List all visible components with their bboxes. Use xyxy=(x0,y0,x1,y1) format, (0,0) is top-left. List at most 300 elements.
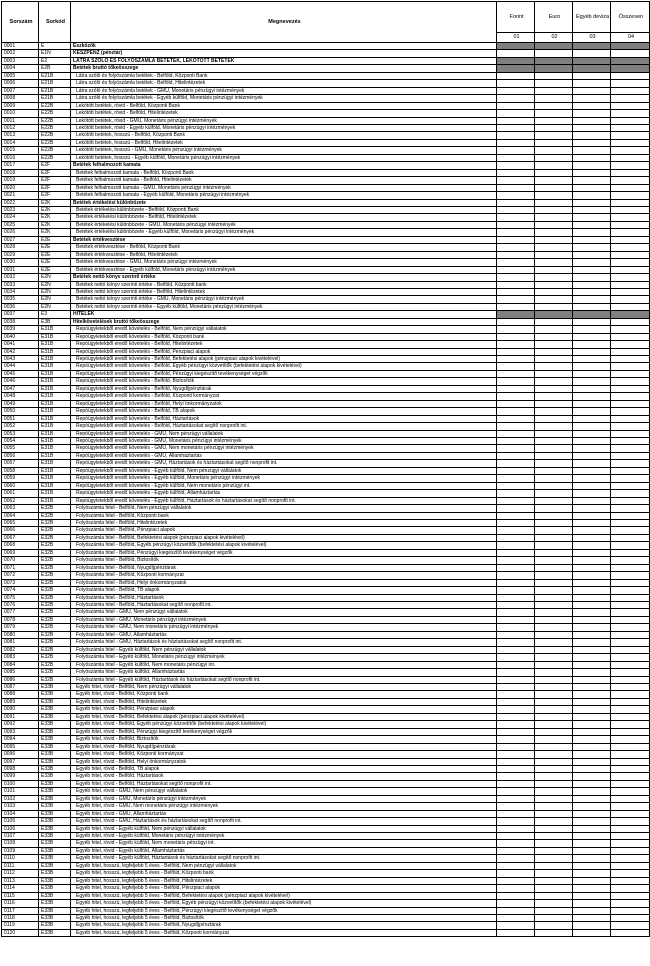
value-cell[interactable] xyxy=(497,214,535,221)
value-cell[interactable] xyxy=(497,758,535,765)
value-cell[interactable] xyxy=(535,683,573,690)
value-cell[interactable] xyxy=(573,773,611,780)
value-cell[interactable] xyxy=(535,80,573,87)
value-cell[interactable] xyxy=(611,169,650,176)
value-cell[interactable] xyxy=(497,721,535,728)
value-cell[interactable] xyxy=(497,579,535,586)
value-cell[interactable] xyxy=(535,758,573,765)
value-cell[interactable] xyxy=(573,885,611,892)
value-cell[interactable] xyxy=(611,318,650,325)
value-cell[interactable] xyxy=(497,557,535,564)
value-cell[interactable] xyxy=(611,497,650,504)
value-cell[interactable] xyxy=(611,80,650,87)
value-cell[interactable] xyxy=(535,408,573,415)
value-cell[interactable] xyxy=(497,482,535,489)
value-cell[interactable] xyxy=(497,877,535,884)
value-cell[interactable] xyxy=(535,616,573,623)
value-cell[interactable] xyxy=(535,870,573,877)
value-cell[interactable] xyxy=(611,922,650,929)
value-cell[interactable] xyxy=(497,669,535,676)
value-cell[interactable] xyxy=(573,296,611,303)
value-cell[interactable] xyxy=(497,341,535,348)
value-cell[interactable] xyxy=(611,646,650,653)
value-cell[interactable] xyxy=(611,631,650,638)
value-cell[interactable] xyxy=(497,154,535,161)
value-cell[interactable] xyxy=(497,72,535,79)
value-cell[interactable] xyxy=(497,765,535,772)
value-cell[interactable] xyxy=(611,870,650,877)
value-cell[interactable] xyxy=(611,594,650,601)
value-cell[interactable] xyxy=(611,251,650,258)
value-cell[interactable] xyxy=(573,654,611,661)
value-cell[interactable] xyxy=(611,818,650,825)
value-cell[interactable] xyxy=(611,512,650,519)
value-cell[interactable] xyxy=(535,303,573,310)
value-cell[interactable] xyxy=(611,534,650,541)
value-cell[interactable] xyxy=(497,124,535,131)
value-cell[interactable] xyxy=(611,929,650,936)
value-cell[interactable] xyxy=(535,296,573,303)
value-cell[interactable] xyxy=(535,900,573,907)
value-cell[interactable] xyxy=(535,646,573,653)
value-cell[interactable] xyxy=(497,117,535,124)
value-cell[interactable] xyxy=(611,281,650,288)
value-cell[interactable] xyxy=(573,922,611,929)
value-cell[interactable] xyxy=(497,527,535,534)
value-cell[interactable] xyxy=(535,654,573,661)
value-cell[interactable] xyxy=(611,803,650,810)
value-cell[interactable] xyxy=(497,445,535,452)
value-cell[interactable] xyxy=(497,810,535,817)
value-cell[interactable] xyxy=(497,259,535,266)
value-cell[interactable] xyxy=(573,303,611,310)
value-cell[interactable] xyxy=(535,87,573,94)
value-cell[interactable] xyxy=(611,713,650,720)
value-cell[interactable] xyxy=(535,818,573,825)
value-cell[interactable] xyxy=(535,102,573,109)
value-cell[interactable] xyxy=(535,915,573,922)
value-cell[interactable] xyxy=(611,87,650,94)
value-cell[interactable] xyxy=(611,683,650,690)
value-cell[interactable] xyxy=(535,430,573,437)
value-cell[interactable] xyxy=(535,736,573,743)
value-cell[interactable] xyxy=(611,773,650,780)
value-cell[interactable] xyxy=(611,855,650,862)
value-cell[interactable] xyxy=(535,713,573,720)
value-cell[interactable] xyxy=(535,192,573,199)
value-cell[interactable] xyxy=(573,698,611,705)
value-cell[interactable] xyxy=(573,72,611,79)
value-cell[interactable] xyxy=(497,892,535,899)
value-cell[interactable] xyxy=(535,676,573,683)
value-cell[interactable] xyxy=(573,341,611,348)
value-cell[interactable] xyxy=(535,855,573,862)
value-cell[interactable] xyxy=(573,244,611,251)
value-cell[interactable] xyxy=(535,482,573,489)
value-cell[interactable] xyxy=(573,393,611,400)
value-cell[interactable] xyxy=(611,423,650,430)
value-cell[interactable] xyxy=(611,192,650,199)
value-cell[interactable] xyxy=(497,229,535,236)
value-cell[interactable] xyxy=(573,520,611,527)
value-cell[interactable] xyxy=(497,132,535,139)
value-cell[interactable] xyxy=(611,885,650,892)
value-cell[interactable] xyxy=(611,601,650,608)
value-cell[interactable] xyxy=(611,132,650,139)
value-cell[interactable] xyxy=(535,117,573,124)
value-cell[interactable] xyxy=(611,236,650,243)
value-cell[interactable] xyxy=(497,333,535,340)
value-cell[interactable] xyxy=(497,490,535,497)
value-cell[interactable] xyxy=(611,274,650,281)
value-cell[interactable] xyxy=(573,631,611,638)
value-cell[interactable] xyxy=(535,833,573,840)
value-cell[interactable] xyxy=(497,326,535,333)
value-cell[interactable] xyxy=(573,810,611,817)
value-cell[interactable] xyxy=(535,378,573,385)
value-cell[interactable] xyxy=(535,281,573,288)
value-cell[interactable] xyxy=(535,698,573,705)
value-cell[interactable] xyxy=(497,318,535,325)
value-cell[interactable] xyxy=(535,162,573,169)
value-cell[interactable] xyxy=(535,639,573,646)
value-cell[interactable] xyxy=(611,698,650,705)
value-cell[interactable] xyxy=(573,639,611,646)
value-cell[interactable] xyxy=(573,356,611,363)
value-cell[interactable] xyxy=(573,497,611,504)
value-cell[interactable] xyxy=(611,572,650,579)
value-cell[interactable] xyxy=(611,288,650,295)
value-cell[interactable] xyxy=(497,698,535,705)
value-cell[interactable] xyxy=(497,795,535,802)
value-cell[interactable] xyxy=(497,95,535,102)
value-cell[interactable] xyxy=(611,758,650,765)
value-cell[interactable] xyxy=(573,251,611,258)
value-cell[interactable] xyxy=(573,721,611,728)
value-cell[interactable] xyxy=(611,661,650,668)
value-cell[interactable] xyxy=(611,333,650,340)
value-cell[interactable] xyxy=(573,117,611,124)
value-cell[interactable] xyxy=(611,214,650,221)
value-cell[interactable] xyxy=(535,318,573,325)
value-cell[interactable] xyxy=(497,192,535,199)
value-cell[interactable] xyxy=(535,184,573,191)
value-cell[interactable] xyxy=(611,348,650,355)
value-cell[interactable] xyxy=(535,147,573,154)
value-cell[interactable] xyxy=(497,251,535,258)
value-cell[interactable] xyxy=(535,780,573,787)
value-cell[interactable] xyxy=(535,505,573,512)
value-cell[interactable] xyxy=(497,624,535,631)
value-cell[interactable] xyxy=(611,438,650,445)
value-cell[interactable] xyxy=(573,624,611,631)
value-cell[interactable] xyxy=(497,303,535,310)
value-cell[interactable] xyxy=(497,147,535,154)
value-cell[interactable] xyxy=(497,288,535,295)
value-cell[interactable] xyxy=(497,907,535,914)
value-cell[interactable] xyxy=(535,609,573,616)
value-cell[interactable] xyxy=(497,713,535,720)
value-cell[interactable] xyxy=(535,892,573,899)
value-cell[interactable] xyxy=(573,206,611,213)
value-cell[interactable] xyxy=(573,549,611,556)
value-cell[interactable] xyxy=(611,542,650,549)
value-cell[interactable] xyxy=(611,430,650,437)
value-cell[interactable] xyxy=(573,124,611,131)
value-cell[interactable] xyxy=(535,885,573,892)
value-cell[interactable] xyxy=(573,490,611,497)
value-cell[interactable] xyxy=(497,370,535,377)
value-cell[interactable] xyxy=(573,169,611,176)
value-cell[interactable] xyxy=(497,572,535,579)
value-cell[interactable] xyxy=(573,199,611,206)
value-cell[interactable] xyxy=(573,415,611,422)
value-cell[interactable] xyxy=(611,505,650,512)
value-cell[interactable] xyxy=(573,266,611,273)
value-cell[interactable] xyxy=(573,378,611,385)
value-cell[interactable] xyxy=(611,743,650,750)
value-cell[interactable] xyxy=(497,900,535,907)
value-cell[interactable] xyxy=(497,601,535,608)
value-cell[interactable] xyxy=(573,862,611,869)
value-cell[interactable] xyxy=(497,847,535,854)
value-cell[interactable] xyxy=(535,199,573,206)
value-cell[interactable] xyxy=(497,534,535,541)
value-cell[interactable] xyxy=(573,609,611,616)
value-cell[interactable] xyxy=(573,676,611,683)
value-cell[interactable] xyxy=(573,460,611,467)
value-cell[interactable] xyxy=(535,110,573,117)
value-cell[interactable] xyxy=(497,467,535,474)
value-cell[interactable] xyxy=(535,370,573,377)
value-cell[interactable] xyxy=(497,244,535,251)
value-cell[interactable] xyxy=(573,221,611,228)
value-cell[interactable] xyxy=(535,438,573,445)
value-cell[interactable] xyxy=(497,676,535,683)
value-cell[interactable] xyxy=(573,95,611,102)
value-cell[interactable] xyxy=(611,460,650,467)
value-cell[interactable] xyxy=(611,117,650,124)
value-cell[interactable] xyxy=(497,915,535,922)
value-cell[interactable] xyxy=(497,363,535,370)
value-cell[interactable] xyxy=(535,132,573,139)
value-cell[interactable] xyxy=(535,572,573,579)
value-cell[interactable] xyxy=(573,363,611,370)
value-cell[interactable] xyxy=(573,482,611,489)
value-cell[interactable] xyxy=(535,706,573,713)
value-cell[interactable] xyxy=(573,438,611,445)
value-cell[interactable] xyxy=(573,825,611,832)
value-cell[interactable] xyxy=(611,847,650,854)
value-cell[interactable] xyxy=(611,564,650,571)
value-cell[interactable] xyxy=(497,616,535,623)
value-cell[interactable] xyxy=(535,177,573,184)
value-cell[interactable] xyxy=(535,348,573,355)
value-cell[interactable] xyxy=(535,803,573,810)
value-cell[interactable] xyxy=(573,177,611,184)
value-cell[interactable] xyxy=(497,408,535,415)
value-cell[interactable] xyxy=(573,661,611,668)
value-cell[interactable] xyxy=(535,922,573,929)
value-cell[interactable] xyxy=(611,57,650,64)
value-cell[interactable] xyxy=(611,520,650,527)
value-cell[interactable] xyxy=(573,505,611,512)
value-cell[interactable] xyxy=(573,706,611,713)
value-cell[interactable] xyxy=(611,356,650,363)
value-cell[interactable] xyxy=(497,475,535,482)
value-cell[interactable] xyxy=(535,72,573,79)
value-cell[interactable] xyxy=(497,393,535,400)
value-cell[interactable] xyxy=(497,788,535,795)
value-cell[interactable] xyxy=(573,758,611,765)
value-cell[interactable] xyxy=(573,877,611,884)
value-cell[interactable] xyxy=(497,631,535,638)
value-cell[interactable] xyxy=(535,50,573,57)
value-cell[interactable] xyxy=(611,177,650,184)
value-cell[interactable] xyxy=(497,139,535,146)
value-cell[interactable] xyxy=(573,587,611,594)
value-cell[interactable] xyxy=(573,214,611,221)
value-cell[interactable] xyxy=(535,691,573,698)
value-cell[interactable] xyxy=(573,915,611,922)
value-cell[interactable] xyxy=(573,542,611,549)
value-cell[interactable] xyxy=(535,862,573,869)
value-cell[interactable] xyxy=(611,877,650,884)
value-cell[interactable] xyxy=(611,206,650,213)
value-cell[interactable] xyxy=(573,534,611,541)
value-cell[interactable] xyxy=(573,594,611,601)
value-cell[interactable] xyxy=(497,110,535,117)
value-cell[interactable] xyxy=(497,430,535,437)
value-cell[interactable] xyxy=(535,251,573,258)
value-cell[interactable] xyxy=(497,773,535,780)
value-cell[interactable] xyxy=(573,430,611,437)
value-cell[interactable] xyxy=(535,549,573,556)
value-cell[interactable] xyxy=(573,900,611,907)
value-cell[interactable] xyxy=(535,743,573,750)
value-cell[interactable] xyxy=(535,154,573,161)
value-cell[interactable] xyxy=(611,408,650,415)
value-cell[interactable] xyxy=(611,110,650,117)
value-cell[interactable] xyxy=(611,557,650,564)
value-cell[interactable] xyxy=(535,236,573,243)
value-cell[interactable] xyxy=(497,803,535,810)
value-cell[interactable] xyxy=(611,892,650,899)
value-cell[interactable] xyxy=(535,721,573,728)
value-cell[interactable] xyxy=(497,177,535,184)
value-cell[interactable] xyxy=(611,385,650,392)
value-cell[interactable] xyxy=(611,266,650,273)
value-cell[interactable] xyxy=(497,661,535,668)
value-cell[interactable] xyxy=(535,847,573,854)
value-cell[interactable] xyxy=(573,795,611,802)
value-cell[interactable] xyxy=(497,542,535,549)
value-cell[interactable] xyxy=(535,259,573,266)
value-cell[interactable] xyxy=(573,236,611,243)
value-cell[interactable] xyxy=(573,65,611,72)
value-cell[interactable] xyxy=(535,274,573,281)
value-cell[interactable] xyxy=(535,423,573,430)
value-cell[interactable] xyxy=(497,199,535,206)
value-cell[interactable] xyxy=(497,65,535,72)
value-cell[interactable] xyxy=(611,147,650,154)
value-cell[interactable] xyxy=(497,221,535,228)
value-cell[interactable] xyxy=(611,259,650,266)
value-cell[interactable] xyxy=(573,564,611,571)
value-cell[interactable] xyxy=(497,274,535,281)
value-cell[interactable] xyxy=(535,765,573,772)
value-cell[interactable] xyxy=(497,929,535,936)
value-cell[interactable] xyxy=(573,57,611,64)
value-cell[interactable] xyxy=(535,356,573,363)
value-cell[interactable] xyxy=(535,631,573,638)
value-cell[interactable] xyxy=(497,356,535,363)
value-cell[interactable] xyxy=(573,557,611,564)
value-cell[interactable] xyxy=(611,445,650,452)
value-cell[interactable] xyxy=(535,669,573,676)
value-cell[interactable] xyxy=(611,579,650,586)
value-cell[interactable] xyxy=(497,452,535,459)
value-cell[interactable] xyxy=(573,736,611,743)
value-cell[interactable] xyxy=(611,221,650,228)
value-cell[interactable] xyxy=(611,490,650,497)
value-cell[interactable] xyxy=(535,929,573,936)
value-cell[interactable] xyxy=(611,467,650,474)
value-cell[interactable] xyxy=(611,139,650,146)
value-cell[interactable] xyxy=(497,587,535,594)
value-cell[interactable] xyxy=(535,512,573,519)
value-cell[interactable] xyxy=(535,415,573,422)
value-cell[interactable] xyxy=(535,229,573,236)
value-cell[interactable] xyxy=(573,423,611,430)
value-cell[interactable] xyxy=(497,311,535,318)
value-cell[interactable] xyxy=(573,691,611,698)
value-cell[interactable] xyxy=(611,669,650,676)
value-cell[interactable] xyxy=(535,206,573,213)
value-cell[interactable] xyxy=(573,751,611,758)
value-cell[interactable] xyxy=(611,706,650,713)
value-cell[interactable] xyxy=(573,512,611,519)
value-cell[interactable] xyxy=(497,594,535,601)
value-cell[interactable] xyxy=(611,393,650,400)
value-cell[interactable] xyxy=(573,348,611,355)
value-cell[interactable] xyxy=(611,326,650,333)
value-cell[interactable] xyxy=(535,594,573,601)
value-cell[interactable] xyxy=(497,378,535,385)
value-cell[interactable] xyxy=(535,751,573,758)
value-cell[interactable] xyxy=(611,654,650,661)
value-cell[interactable] xyxy=(535,795,573,802)
value-cell[interactable] xyxy=(535,221,573,228)
value-cell[interactable] xyxy=(535,95,573,102)
value-cell[interactable] xyxy=(535,326,573,333)
value-cell[interactable] xyxy=(611,765,650,772)
value-cell[interactable] xyxy=(535,333,573,340)
value-cell[interactable] xyxy=(535,400,573,407)
value-cell[interactable] xyxy=(535,728,573,735)
value-cell[interactable] xyxy=(573,326,611,333)
value-cell[interactable] xyxy=(573,229,611,236)
value-cell[interactable] xyxy=(611,244,650,251)
value-cell[interactable] xyxy=(573,572,611,579)
value-cell[interactable] xyxy=(497,683,535,690)
value-cell[interactable] xyxy=(611,587,650,594)
value-cell[interactable] xyxy=(535,214,573,221)
value-cell[interactable] xyxy=(573,80,611,87)
value-cell[interactable] xyxy=(611,72,650,79)
value-cell[interactable] xyxy=(573,683,611,690)
value-cell[interactable] xyxy=(611,840,650,847)
